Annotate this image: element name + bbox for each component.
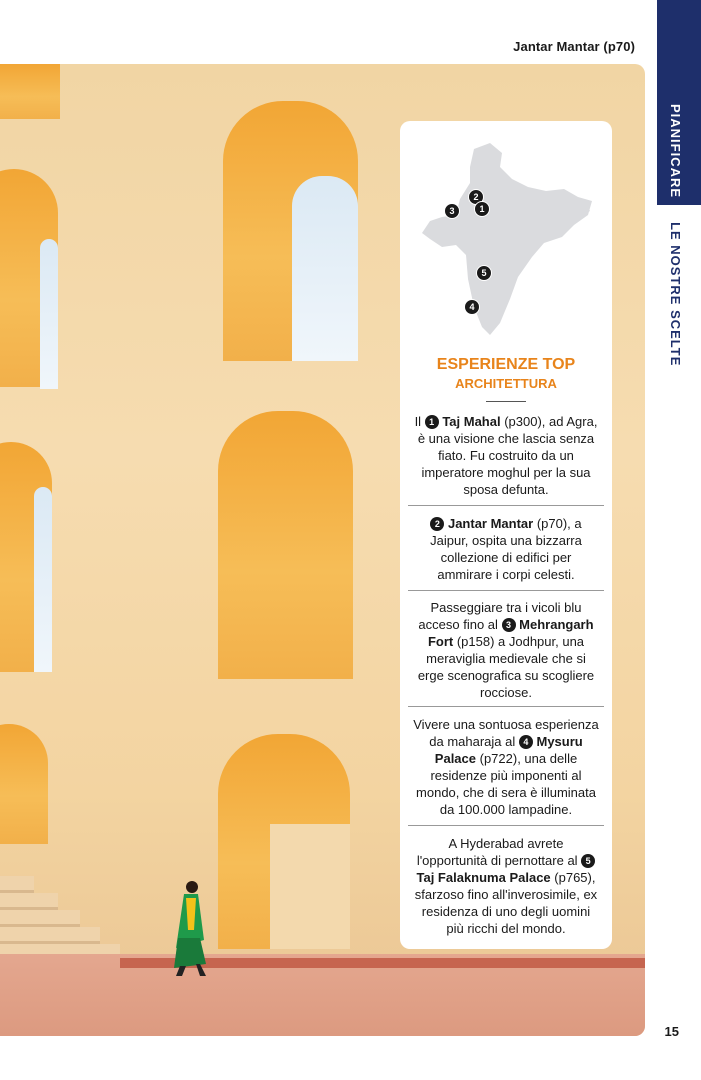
section-tab-labels bbox=[668, 104, 683, 366]
place-name: Mysuru Palace bbox=[434, 734, 583, 766]
card-subtitle: ARCHITETTURA bbox=[455, 376, 557, 391]
map-pin-2: 2 bbox=[468, 189, 484, 205]
number-badge-icon: 2 bbox=[430, 517, 444, 531]
number-badge-icon: 1 bbox=[425, 415, 439, 429]
item-divider bbox=[408, 505, 604, 506]
place-name: Taj Falaknuma Palace bbox=[416, 870, 551, 885]
arch-left-3 bbox=[0, 724, 48, 844]
place-name: Jantar Mantar bbox=[447, 516, 534, 531]
experience-item: Vivere una sontuosa esperienza da maharaja al 4 Mysuru Palace (p722), una delle residenze più imponenti al mondo, che di sera è illuminata da 100.000 lampadine. bbox=[413, 717, 599, 817]
woman-walking-figure bbox=[166, 878, 210, 978]
card-title: ESPERIENZE TOP bbox=[436, 356, 576, 373]
experience-item: Il 1 Taj Mahal (p300), ad Agra, è una visione che lascia senza fiato. Fu costruito da un imperatore moghul per la sua sposa defunta. bbox=[414, 414, 598, 497]
arch-left-1 bbox=[0, 169, 58, 387]
item-divider bbox=[408, 590, 604, 591]
place-name: Mehrangarh Fort bbox=[427, 617, 594, 649]
map-pin-4: 4 bbox=[464, 299, 480, 315]
number-badge-icon: 3 bbox=[502, 618, 516, 632]
photo-caption: Jantar Mantar (p70) bbox=[513, 39, 635, 54]
heading-rule bbox=[486, 401, 526, 402]
map-pin-1: 1 bbox=[474, 201, 490, 217]
experience-item: 2 Jantar Mantar (p70), a Jaipur, ospita una bizzarra collezione di edifici per ammirare i corpi celesti. bbox=[430, 516, 582, 582]
item-divider bbox=[408, 825, 604, 826]
india-map-icon bbox=[416, 139, 596, 339]
section-tab-secondary: LE NOSTRE SCELTE bbox=[668, 222, 683, 367]
arch-center-2 bbox=[218, 411, 353, 679]
experience-item: A Hyderabad avrete l'opportunità di pernottare al 5 Taj Falaknuma Palace (p765), sfarzoso fino all'inverosimile, ex residenza di uno degli uomini più ricchi del mondo. bbox=[414, 836, 598, 936]
map-pin-3: 3 bbox=[444, 203, 460, 219]
arch-left-2 bbox=[0, 442, 52, 672]
place-name: Taj Mahal bbox=[442, 414, 501, 429]
arch-center-1 bbox=[223, 101, 358, 361]
top-experiences-card bbox=[400, 121, 612, 949]
arch-center-3 bbox=[218, 734, 350, 949]
map-pin-5: 5 bbox=[476, 265, 492, 281]
item-divider bbox=[408, 706, 604, 707]
arch-left-top bbox=[0, 64, 60, 119]
number-badge-icon: 4 bbox=[519, 735, 533, 749]
number-badge-icon: 5 bbox=[581, 854, 595, 868]
section-tab-primary: PIANIFICARE bbox=[668, 104, 683, 199]
card-heading bbox=[400, 355, 612, 393]
page-number: 15 bbox=[664, 1024, 679, 1039]
experience-item: Passeggiare tra i vicoli blu acceso fino al 3 Mehrangarh Fort (p158) a Jodhpur, una meraviglia medievale che si erge scenografica su scogliere rocciose. bbox=[417, 600, 595, 700]
